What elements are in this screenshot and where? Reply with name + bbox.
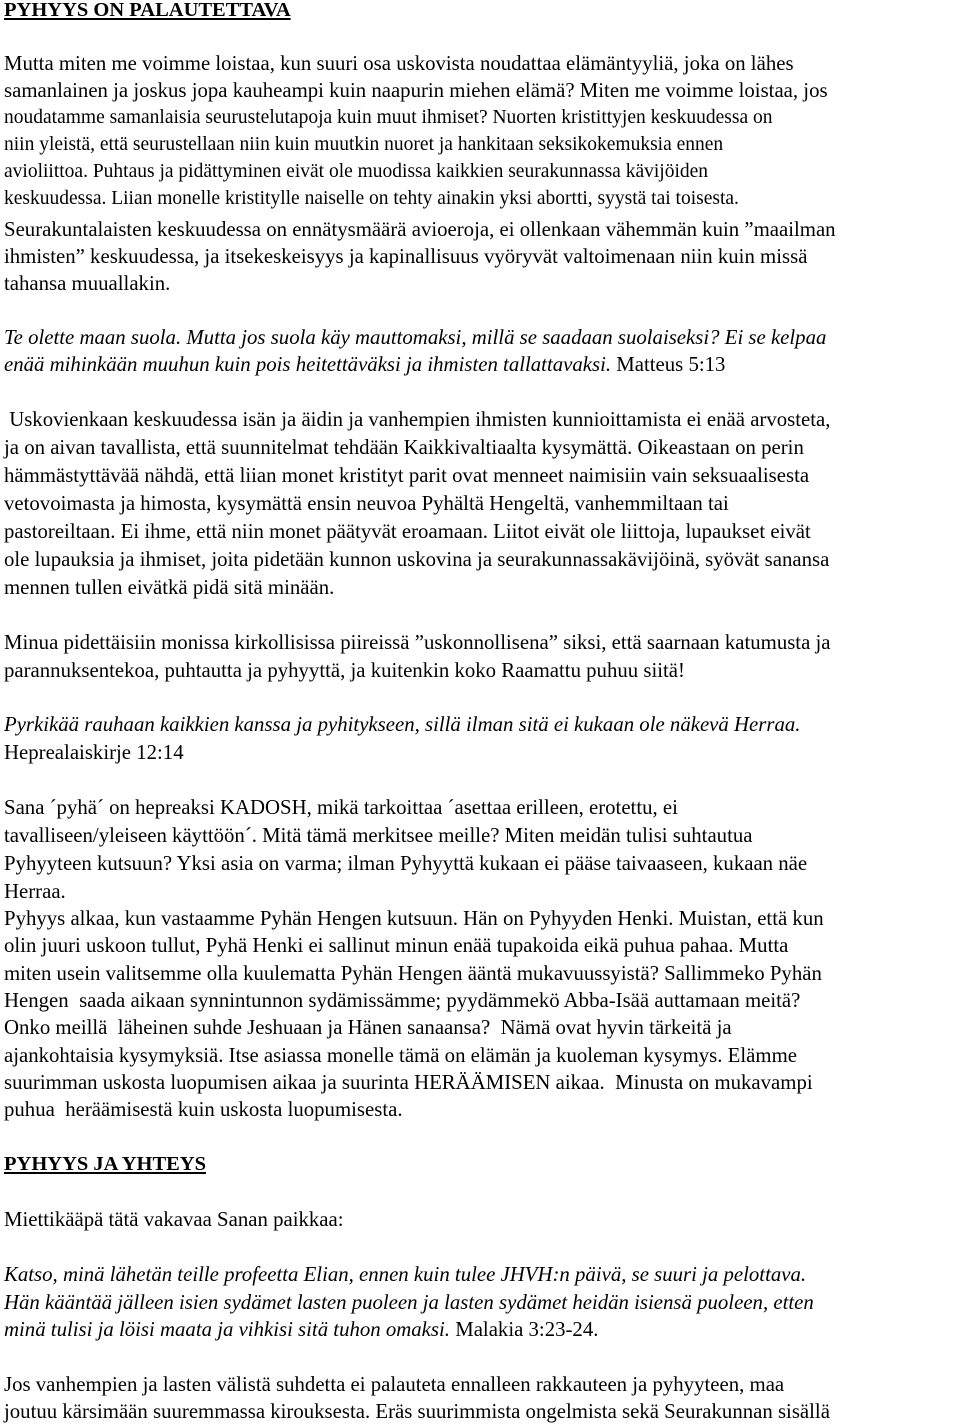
paragraph-line: pastoreiltaan. Ei ihme, että niin monet päätyvät eroamaan. Liitot eivät ole liittoja, lupaukset eivät xyxy=(4,520,811,543)
bible-quote-line: Te olette maan suola. Mutta jos suola käy mauttomaksi, millä se saadaan suolaiseksi? Ei se kelpaa xyxy=(4,326,827,349)
paragraph-line: ajankohtaisia kysymyksiä. Itse asiassa monelle tämä on elämän ja kuoleman kysymys. Elämme xyxy=(4,1044,797,1067)
quote-reference: Malakia 3:23-24. xyxy=(450,1318,599,1341)
bible-quote-line xyxy=(4,1318,598,1342)
paragraph-line: Pyhyyteen kutsuun? Yksi asia on varma; ilman Pyhyyttä kukaan ei pääse taivaaseen, kukaan näe xyxy=(4,852,808,875)
paragraph-line: Herraa. xyxy=(4,880,66,903)
paragraph-line: Mutta miten me voimme loistaa, kun suuri osa uskovista noudattaa elämäntyyliä, joka on lähes xyxy=(4,52,794,75)
paragraph-line: olin juuri uskoon tullut, Pyhä Henki ei sallinut minun enää tupakoida eikä puhua pahaa. Mutta xyxy=(4,934,789,957)
quote-reference: Matteus 5:13 xyxy=(611,353,726,376)
paragraph-line: Hengen saada aikaan synnintunnon sydämissämme; pyydämmekö Abba-Isää auttamaan meitä? xyxy=(4,989,801,1012)
bible-quote-line xyxy=(4,353,725,377)
bible-quote-line: Katso, minä lähetän teille profeetta Elian, ennen kuin tulee JHVH:n päivä, se suuri ja pelottava. xyxy=(4,1263,807,1286)
paragraph-line: ole lupauksia ja ihmiset, joita pidetään kunnon uskovina ja seurakunnassakävijöinä, syövät sanansa xyxy=(4,548,830,571)
paragraph-line: joutuu kärsimään suuremmassa kirouksesta. Eräs suurimmista ongelmista sekä Seurakunnan sisällä xyxy=(4,1400,830,1423)
paragraph-line: Pyhyys alkaa, kun vastaamme Pyhän Hengen kutsuun. Hän on Pyhyyden Henki. Muistan, että kun xyxy=(4,907,824,930)
paragraph-line: Uskovienkaan keskuudessa isän ja äidin ja vanhempien ihmisten kunnioittamista ei enää arvosteta, xyxy=(4,408,831,431)
quote-reference: Heprealaiskirje 12:14 xyxy=(4,741,184,764)
paragraph-line: avioliittoa. Puhtaus ja pidättyminen eivät ole muodissa kaikkien seurakunnassa kävijöiden xyxy=(4,161,709,182)
paragraph-line: suurimman uskosta luopumisen aikaa ja suurinta HERÄÄMISEN aikaa. Minusta on mukavampi xyxy=(4,1071,813,1094)
paragraph-line: tahansa muuallakin. xyxy=(4,272,171,295)
paragraph-line: Onko meillä läheinen suhde Jeshuaan ja Hänen sanaansa? Nämä ovat hyvin tärkeitä ja xyxy=(4,1016,732,1039)
paragraph-line: niin yleistä, että seurustellaan niin kuin muutkin nuoret ja hankitaan seksikokemuksia ennen xyxy=(4,134,724,155)
paragraph-line: parannuksentekoa, puhtautta ja pyhyyttä, ja kuitenkin koko Raamattu puhuu siitä! xyxy=(4,659,685,682)
paragraph-line: Minua pidettäisiin monissa kirkollisissa piireissä ”uskonnollisena” siksi, että saarnaan katumusta ja xyxy=(4,631,831,654)
bible-quote-line: Pyrkikää rauhaan kaikkien kanssa ja pyhitykseen, sillä ilman sitä ei kukaan ole näkevä Herraa. xyxy=(4,713,801,736)
heading-pyhyys-ja-yhteys: PYHYYS JA YHTEYS xyxy=(4,1153,206,1175)
paragraph-line: Miettikääpä tätä vakavaa Sanan paikkaa: xyxy=(4,1208,344,1231)
quote-text: minä tulisi ja löisi maata ja vihkisi sitä tuhon omaksi. xyxy=(4,1318,450,1341)
paragraph-line: Jos vanhempien ja lasten välistä suhdetta ei palauteta ennalleen rakkauteen ja pyhyyteen, maa xyxy=(4,1373,785,1396)
paragraph-line: ihmisten” keskuudessa, ja itsekeskeisyys ja kapinallisuus vyöryvät valtoimenaan niin kuin missä xyxy=(4,245,808,268)
paragraph-line: ja on aivan tavallista, että suunnitelmat tehdään Kaikkivaltiaalta kysymättä. Oikeastaan on perin xyxy=(4,436,804,459)
paragraph-line: tavalliseen/yleiseen käyttöön´. Mitä tämä merkitsee meille? Miten meidän tulisi suhtautua xyxy=(4,824,753,847)
paragraph-line: Seurakuntalaisten keskuudessa on ennätysmäärä avioeroja, ei ollenkaan vähemmän kuin ”maailman xyxy=(4,218,836,241)
paragraph-line: hämmästyttävää nähdä, että liian monet kristityt parit ovat menneet naimisiin vain seksuaalisesta xyxy=(4,464,810,487)
paragraph-line: puhua heräämisestä kuin uskosta luopumisesta. xyxy=(4,1098,403,1121)
paragraph-line: vetovoimasta ja himosta, kysymättä ensin neuvoa Pyhältä Hengeltä, vanhemmiltaan tai xyxy=(4,492,729,515)
quote-text: enää mihinkään muuhun kuin pois heitettäväksi ja ihmisten tallattavaksi. xyxy=(4,353,612,376)
paragraph-line: miten usein valitsemme olla kuulematta Pyhän Hengen ääntä mukavuussyistä? Sallimmeko Pyhän xyxy=(4,962,822,985)
paragraph-line: samanlainen ja joskus jopa kauheampi kuin naapurin miehen elämä? Miten me voimme loistaa, jos xyxy=(4,79,828,102)
paragraph-line: noudatamme samanlaisia seurustelutapoja kuin muut ihmiset? Nuorten kristittyjen keskuudessa on xyxy=(4,107,773,128)
paragraph-line: keskuudessa. Liian monelle kristitylle naiselle on tehty ainakin yksi abortti, syystä tai toisesta. xyxy=(4,188,739,209)
heading-pyhyys-on-palautettava: PYHYYS ON PALAUTETTAVA xyxy=(4,0,291,21)
paragraph-line: mennen tullen eivätkä pidä sitä minään. xyxy=(4,576,335,599)
bible-quote-line: Hän kääntää jälleen isien sydämet lasten puoleen ja lasten sydämet heidän isiensä puoleen, etten xyxy=(4,1291,814,1314)
paragraph-line: Sana ´pyhä´ on hepreaksi KADOSH, mikä tarkoittaa ´asettaa erilleen, erotettu, ei xyxy=(4,796,678,819)
